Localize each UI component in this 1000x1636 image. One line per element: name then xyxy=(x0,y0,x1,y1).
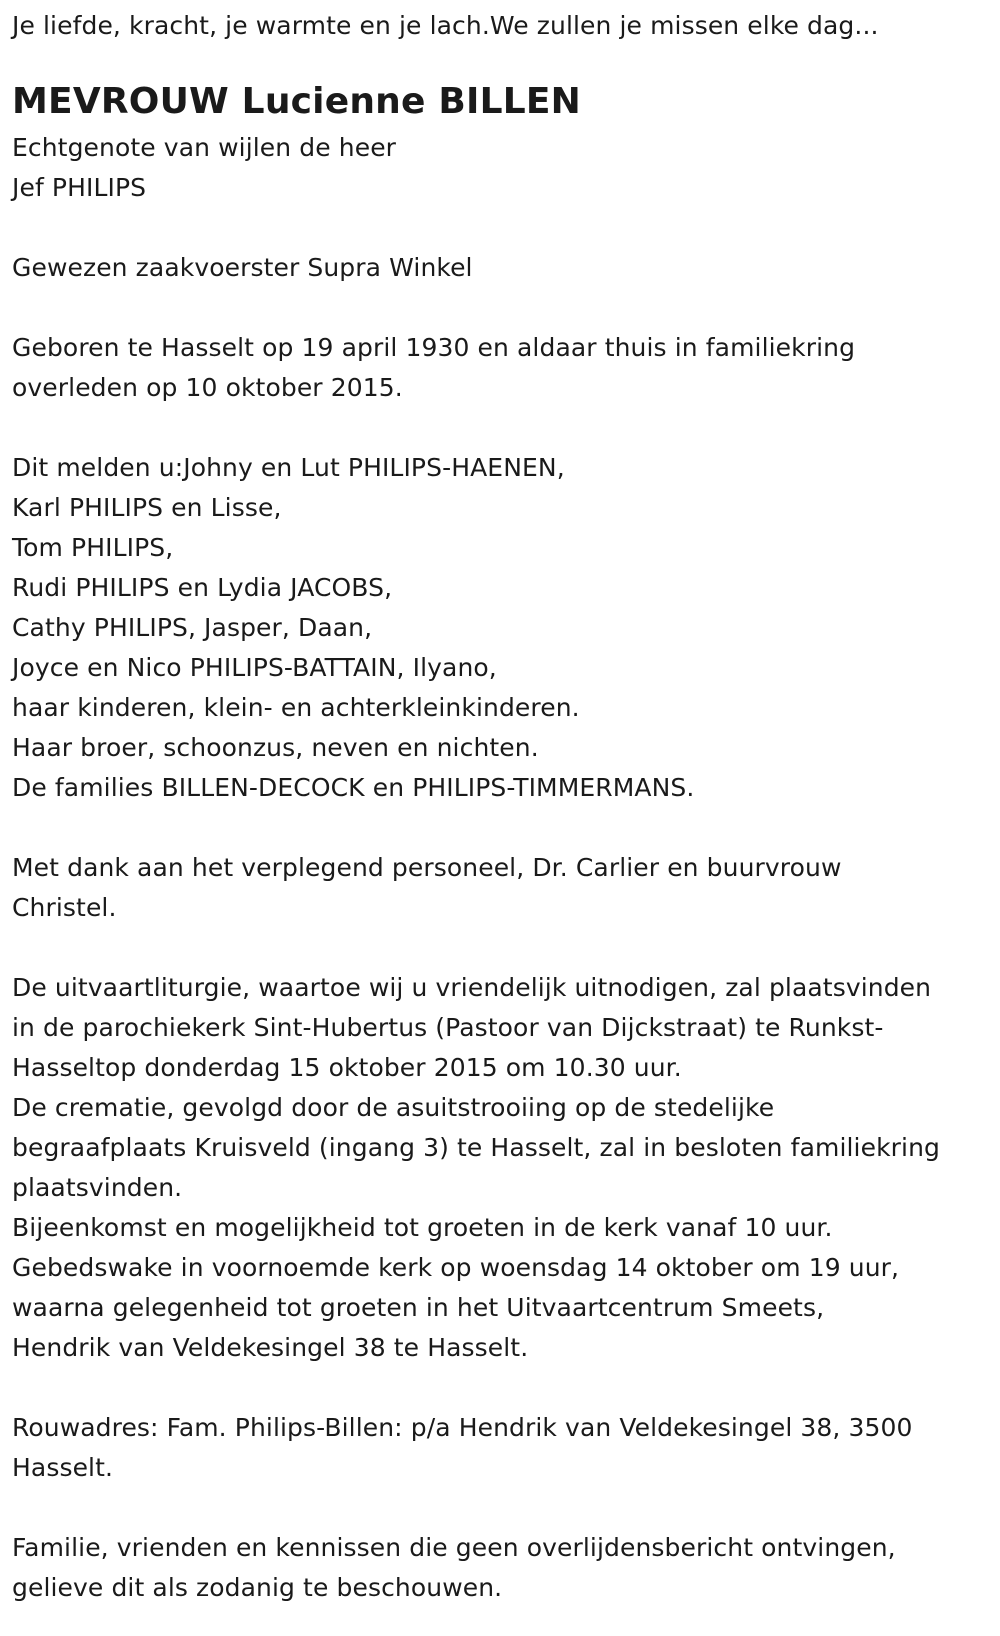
deceased-name-title: MEVROUW Lucienne BILLEN xyxy=(12,81,581,122)
spacer xyxy=(12,1488,988,1528)
ceremony-line: Gebedswake in voornoemde kerk op woensdag 14 oktober om 19 uur, xyxy=(12,1253,900,1282)
spacer xyxy=(12,208,988,248)
closing-section xyxy=(12,1528,988,1608)
ceremony-line: waarna gelegenheid tot groeten in het Uitvaartcentrum Smeets, xyxy=(12,1293,825,1322)
announcers-section xyxy=(12,448,988,808)
announcer-line: Joyce en Nico PHILIPS-BATTAIN, Ilyano, xyxy=(12,653,497,682)
spacer xyxy=(12,1368,988,1408)
announcer-line: De families BILLEN-DECOCK en PHILIPS-TIMMERMANS. xyxy=(12,773,695,802)
announcer-line: Dit melden u:Johny en Lut PHILIPS-HAENEN, xyxy=(12,453,565,482)
ceremony-section xyxy=(12,968,988,1368)
ceremony-line: plaatsvinden. xyxy=(12,1173,183,1202)
ceremony-line: in de parochiekerk Sint-Hubertus (Pastoor van Dijckstraat) te Runkst- xyxy=(12,1013,884,1042)
announcer-line: Cathy PHILIPS, Jasper, Daan, xyxy=(12,613,373,642)
spacer xyxy=(12,288,988,328)
announcer-line: Karl PHILIPS en Lisse, xyxy=(12,493,282,522)
birth-death-line: Geboren te Hasselt op 19 april 1930 en aldaar thuis in familiekring xyxy=(12,333,856,362)
ceremony-line: Hasseltop donderdag 15 oktober 2015 om 10.30 uur. xyxy=(12,1053,682,1082)
spouse-line: Echtgenote van wijlen de heer xyxy=(12,133,397,162)
spacer xyxy=(12,808,988,848)
closing-line: Familie, vrienden en kennissen die geen overlijdensbericht ontvingen, xyxy=(12,1533,896,1562)
thanks-line: Met dank aan het verplegend personeel, Dr. Carlier en buurvrouw xyxy=(12,853,842,882)
thanks-section xyxy=(12,848,988,928)
ceremony-line: De crematie, gevolgd door de asuitstrooiing op de stedelijke xyxy=(12,1093,775,1122)
ceremony-line: begraafplaats Kruisveld (ingang 3) te Hasselt, zal in besloten familiekring xyxy=(12,1133,940,1162)
spouse-section xyxy=(12,128,988,208)
announcer-line: Haar broer, schoonzus, neven en nichten. xyxy=(12,733,539,762)
birth-death-section xyxy=(12,328,988,408)
occupation: Gewezen zaakvoerster Supra Winkel xyxy=(12,253,473,282)
spacer xyxy=(12,928,988,968)
motto: Je liefde, kracht, je warmte en je lach.We zullen je missen elke dag... xyxy=(12,11,879,40)
closing-line: gelieve dit als zodanig te beschouwen. xyxy=(12,1573,503,1602)
announcer-line: haar kinderen, klein- en achterkleinkinderen. xyxy=(12,693,580,722)
thanks-line: Christel. xyxy=(12,893,117,922)
spouse-line: Jef PHILIPS xyxy=(12,173,147,202)
announcer-line: Rudi PHILIPS en Lydia JACOBS, xyxy=(12,573,393,602)
address-line: Rouwadres: Fam. Philips-Billen: p/a Hendrik van Veldekesingel 38, 3500 xyxy=(12,1413,913,1442)
birth-death-line: overleden op 10 oktober 2015. xyxy=(12,373,403,402)
announcer-line: Tom PHILIPS, xyxy=(12,533,174,562)
ceremony-line: Bijeenkomst en mogelijkheid tot groeten in de kerk vanaf 10 uur. xyxy=(12,1213,833,1242)
address-section xyxy=(12,1408,988,1488)
ceremony-line: De uitvaartliturgie, waartoe wij u vriendelijk uitnodigen, zal plaatsvinden xyxy=(12,973,932,1002)
address-line: Hasselt. xyxy=(12,1453,114,1482)
obituary-page xyxy=(0,6,1000,1636)
ceremony-line: Hendrik van Veldekesingel 38 te Hasselt. xyxy=(12,1333,529,1362)
spacer xyxy=(12,408,988,448)
